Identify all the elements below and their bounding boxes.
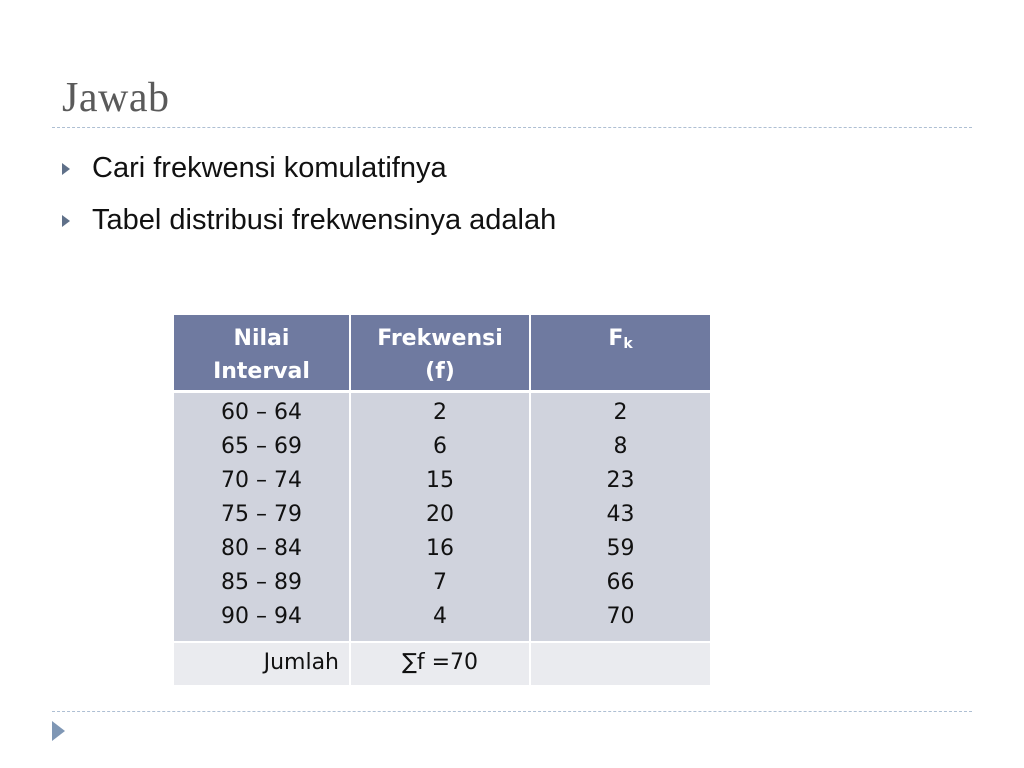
bullet-list: [62, 142, 556, 246]
header-interval-line1: Nilai: [233, 326, 290, 351]
header-fk-subscript: k: [623, 336, 633, 352]
interval-column: [174, 393, 349, 641]
table-body-row: [174, 393, 710, 641]
frequency-value: 7: [433, 570, 447, 595]
interval-value: 65 – 69: [221, 434, 302, 459]
footer-divider: [52, 711, 972, 712]
total-label: Jumlah: [174, 641, 349, 685]
table-header-row: [174, 315, 710, 393]
bullet-item: [62, 194, 556, 246]
header-frequency-line1: Frekwensi: [377, 326, 503, 351]
interval-value: 85 – 89: [221, 570, 302, 595]
frequency-column: [349, 393, 529, 641]
frequency-value: 20: [426, 502, 454, 527]
slide-title: Jawab: [62, 75, 170, 121]
footer-empty-cell: [529, 641, 710, 685]
interval-value: 70 – 74: [221, 468, 302, 493]
header-cumulative-frequency: [529, 315, 710, 393]
cumulative-value: 43: [606, 502, 635, 527]
header-interval-line2: Interval: [213, 359, 310, 384]
play-triangle-icon[interactable]: [52, 721, 65, 741]
frequency-value: 15: [426, 468, 454, 493]
cumulative-value: 66: [606, 570, 635, 595]
title-divider: [52, 127, 972, 128]
cumulative-value: 70: [606, 604, 635, 629]
frequency-value: 16: [426, 536, 454, 561]
cumulative-value: 8: [613, 434, 628, 459]
interval-value: 60 – 64: [221, 400, 302, 425]
header-interval: [174, 315, 349, 393]
frequency-value: 2: [433, 400, 447, 425]
cumulative-frequency-column: [529, 393, 710, 641]
cumulative-value: 23: [606, 468, 635, 493]
interval-value: 90 – 94: [221, 604, 302, 629]
interval-value: 80 – 84: [221, 536, 302, 561]
triangle-right-icon: [62, 163, 70, 175]
frequency-value: 4: [433, 604, 447, 629]
header-fk-main: F: [608, 326, 624, 351]
triangle-right-icon: [62, 215, 70, 227]
table-footer-row: [174, 641, 710, 685]
cumulative-value: 2: [613, 400, 628, 425]
cumulative-value: 59: [606, 536, 635, 561]
bullet-item: [62, 142, 556, 194]
header-frequency: [349, 315, 529, 393]
interval-value: 75 – 79: [221, 502, 302, 527]
bullet-text: Tabel distribusi frekwensinya adalah: [92, 203, 557, 236]
bullet-text: Cari frekwensi komulatifnya: [92, 151, 447, 184]
frequency-value: 6: [433, 434, 447, 459]
frequency-distribution-table: [174, 315, 710, 685]
frequency-sum: ∑f =70: [349, 641, 529, 685]
header-frequency-line2: (f): [425, 359, 455, 384]
